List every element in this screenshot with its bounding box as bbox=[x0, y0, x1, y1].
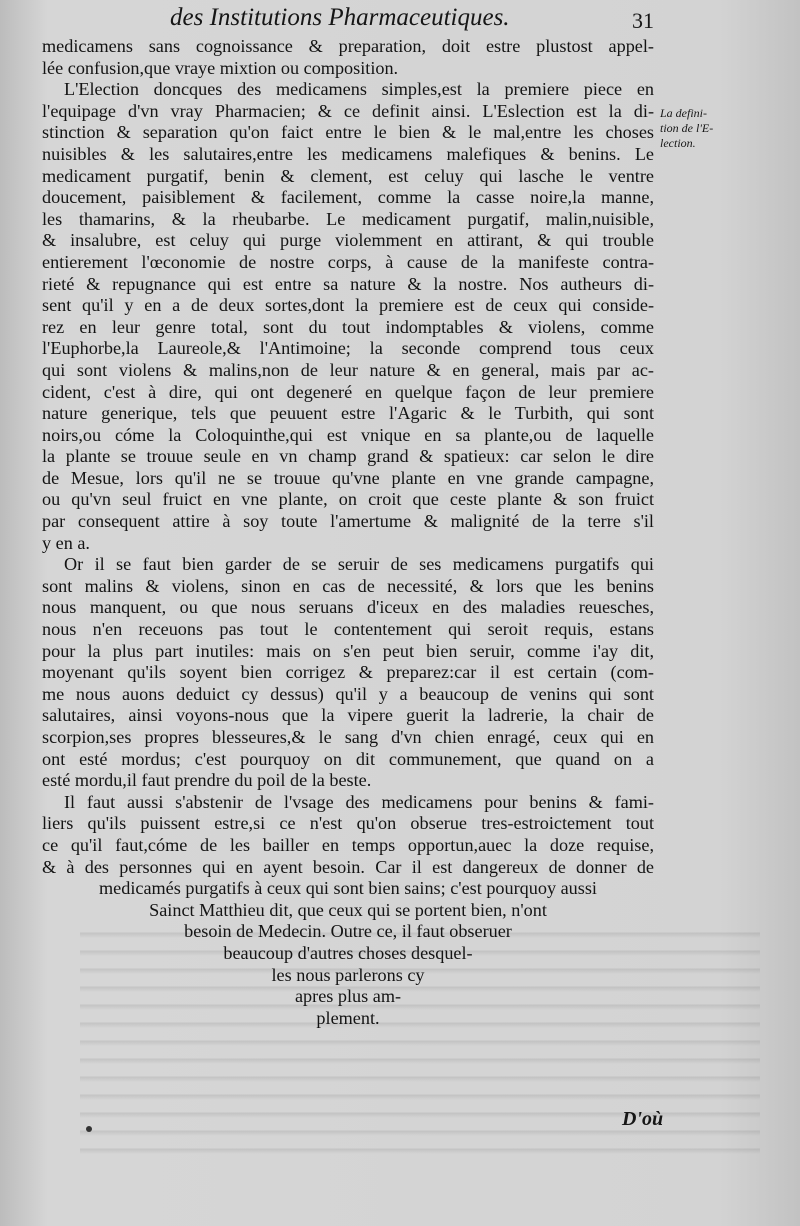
text-line: entierement l'œconomie de nostre corps, à cause de la manifeste contra- bbox=[42, 251, 654, 272]
margin-note-line: lection. bbox=[660, 136, 696, 150]
text-line: cident, c'est à dire, qui ont degeneré en quelque façon de leur premiere bbox=[42, 381, 654, 402]
text-line: ont esté mordus; c'est pourquoy on dit communement, que quand on a bbox=[42, 748, 654, 769]
text-line: la plante se trouue seule en vn champ grand & spatieux: car selon le dire bbox=[42, 446, 654, 467]
taper-line: Sainct Matthieu dit, que ceux qui se portent bien, n'ont bbox=[149, 899, 547, 920]
margin-note-line: La defini- bbox=[660, 106, 707, 120]
margin-note bbox=[660, 106, 730, 151]
text-line: sont malins & violens, sinon en cas de necessité, & lors que les benins bbox=[42, 575, 654, 596]
text-line: rieté & repugnance qui est entre sa nature & la nostre. Nos autheurs di- bbox=[42, 273, 654, 294]
text-line: nature generique, tels que peuuent estre l'Agaric & le Turbith, qui sont bbox=[42, 403, 654, 424]
text-line: salutaires, ainsi voyons-nous que la vipere guerit la ladrerie, la chair de bbox=[42, 705, 654, 726]
text-line: medicament purgatif, benin & clement, est celuy qui lasche le ventre bbox=[42, 165, 654, 186]
text-line: scorpion,ses propres blesseures,& le sang d'vn chien enragé, ceux qui en bbox=[42, 727, 654, 747]
text-line: medicamens sans cognoissance & preparation, doit estre plustost appel- bbox=[42, 36, 654, 56]
margin-note-line: tion de l'E- bbox=[660, 121, 714, 135]
main-text-block bbox=[42, 36, 654, 1029]
text-line: l'Euphorbe,la Laureole,& l'Antimoine; la seconde comprend tous ceux bbox=[42, 338, 654, 359]
catchword: D'où bbox=[622, 1108, 664, 1130]
taper-line: plement. bbox=[316, 1007, 380, 1028]
running-title: des Institutions Pharmaceutiques. bbox=[170, 4, 510, 31]
paragraph-start-line: Or il se faut bien garder de se seruir de ses medicamens purgatifs qui bbox=[64, 554, 654, 575]
text-line: pour la plus part inutiles: mais on s'en peut bien seruir, comme i'ay dit, bbox=[42, 640, 654, 661]
text-line: doucement, paisiblement & facilement, comme la casse noire,la manne, bbox=[42, 187, 654, 208]
text-line: y en a. bbox=[42, 532, 90, 553]
text-line: stinction & separation qu'on faict entre le bien & le mal,entre les choses bbox=[42, 122, 654, 143]
paragraph-start-line: Il faut aussi s'abstenir de l'vsage des medicamens pour benins & fami- bbox=[64, 791, 654, 812]
taper-line: les nous parlerons cy bbox=[271, 964, 425, 985]
text-line: nuisibles & les salutaires,entre les medicamens malefiques & benins. Le bbox=[42, 143, 654, 164]
taper-line: medicamés purgatifs à ceux qui sont bien sains; c'est pourquoy aussi bbox=[99, 878, 597, 899]
text-line: nous manquent, ou que nous seruans d'iceux en des maladies reuesches, bbox=[42, 597, 654, 618]
text-line: les thamarins, & la rheubarbe. Le medicament purgatif, malin,nuisible, bbox=[42, 208, 654, 229]
text-line: me nous auons deduict cy dessus) qu'il y a beaucoup de venins qui sont bbox=[42, 683, 654, 704]
text-line: sent qu'il y en a de deux sortes,dont la premiere est de ceux qui conside- bbox=[42, 295, 654, 316]
text-line: l'equipage d'vn vray Pharmacien; & ce definit ainsi. L'Eslection est la di- bbox=[42, 100, 654, 121]
text-line: lée confusion,que vraye mixtion ou composition. bbox=[42, 57, 399, 78]
taper-line: apres plus am- bbox=[294, 986, 402, 1007]
ink-spot bbox=[86, 1126, 92, 1132]
text-line: esté mordu,il faut prendre du poil de la beste. bbox=[42, 770, 372, 791]
text-line: ou qu'vn seul fruict en vne plante, on croit que ceste plante & son fruict bbox=[42, 489, 654, 510]
taper-line: besoin de Medecin. Outre ce, il faut obseruer bbox=[184, 921, 512, 942]
running-header bbox=[170, 4, 650, 40]
text-line: moyenant qu'ils soyent bien corrigez & preparez:car il est certain (com- bbox=[42, 662, 654, 683]
text-line: rez en leur genre total, sont du tout indomptables & violens, comme bbox=[42, 316, 654, 337]
text-line: de Mesue, lors qu'il ne se trouue qu'vne plante en vne grande campagne, bbox=[42, 467, 654, 488]
text-line: & insalubre, est celuy qui purge violemment en attirant, & qui trouble bbox=[42, 230, 654, 251]
text-line: liers qu'ils puissent estre,si ce n'est qu'on obserue tres-estroictement tout bbox=[42, 813, 654, 834]
text-line: nous n'en receuons pas tout le contentement qui seroit requis, estans bbox=[42, 619, 654, 640]
text-line: noirs,ou cóme la Coloquinthe,qui est vnique en sa plante,ou de laquelle bbox=[42, 424, 654, 445]
text-line: qui sont violens & malins,non de leur nature & en general, mais par ac- bbox=[42, 359, 654, 380]
paragraph-start-line: L'Election doncques des medicamens simples,est la premiere piece en bbox=[64, 79, 654, 100]
text-line: ce qu'il faut,cóme de les bailler en temps opportun,auec la doze requise, bbox=[42, 834, 654, 855]
text-line: par consequent attire à soy toute l'amertume & malignité de la terre s'il bbox=[42, 511, 654, 532]
text-line: & à des personnes qui en ayent besoin. Car il est dangereux de donner de bbox=[42, 856, 654, 877]
page-number: 31 bbox=[632, 8, 654, 33]
taper-line: beaucoup d'autres choses desquel- bbox=[223, 942, 473, 963]
